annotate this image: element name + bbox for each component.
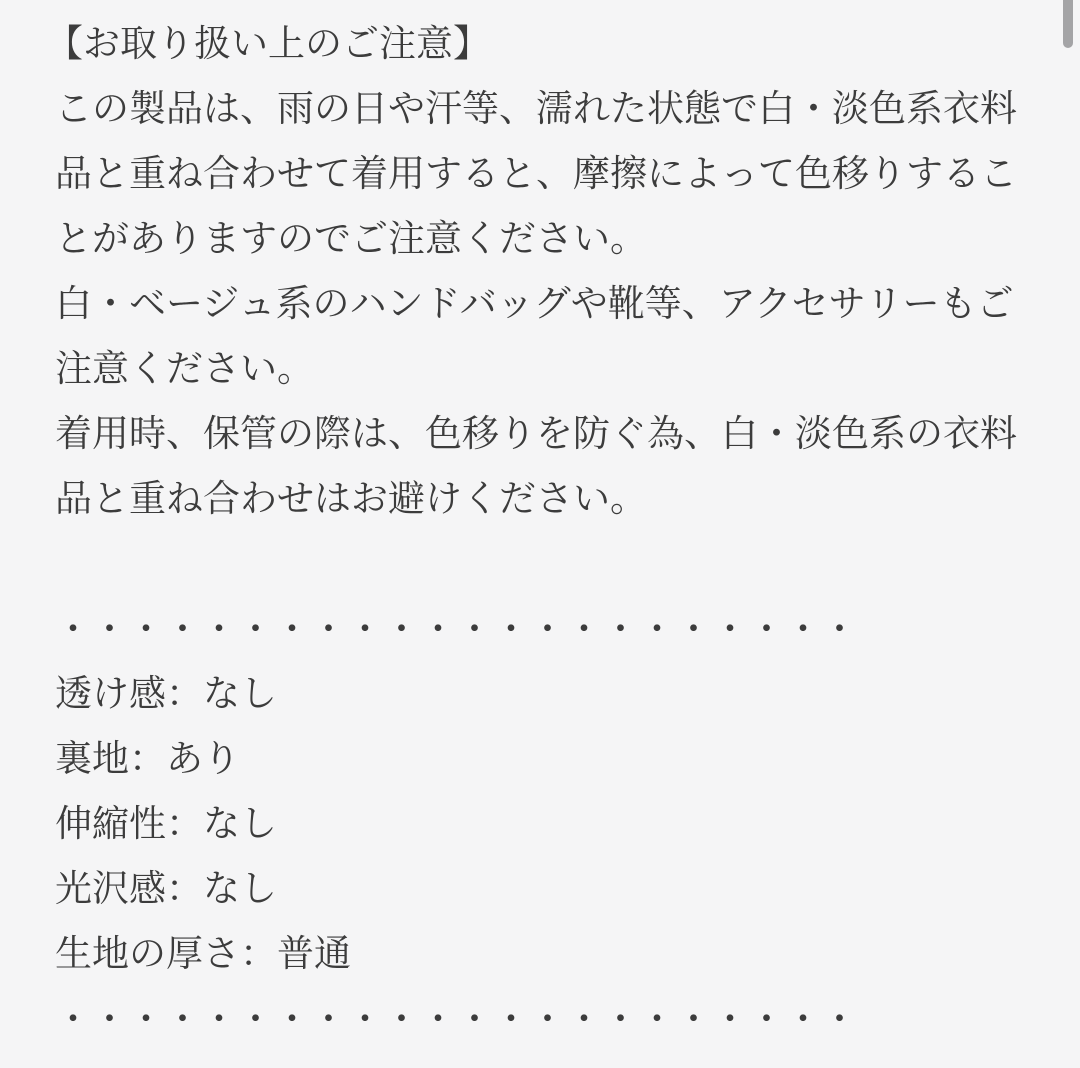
dots-separator-bottom: ・・・・・・・・・・・・・・・・・・・・・・ [55, 998, 859, 1039]
spec-row-stretch [55, 791, 1020, 856]
spec-label: 伸縮性 [55, 803, 166, 844]
spec-row-gloss [55, 856, 1020, 921]
spec-separator: ： [129, 738, 166, 779]
care-notice-line: 品と重ね合わせはお避けください。 [55, 478, 647, 519]
spec-label: 生地の厚さ [55, 933, 240, 974]
care-notice-heading: 【お取り扱い上のご注意】 [46, 23, 490, 64]
spec-label: 透け感 [55, 673, 166, 714]
spec-separator: ： [240, 933, 277, 974]
dots-separator-top: ・・・・・・・・・・・・・・・・・・・・・・ [55, 608, 859, 649]
spec-value: なし [203, 868, 277, 909]
spec-row-fabric-thickness [55, 921, 1020, 986]
scrollbar-thumb[interactable] [1063, 0, 1073, 48]
care-notice-line: 着用時、保管の際は、色移りを防ぐ為、白・淡色系の衣料 [55, 413, 1017, 454]
spec-value: なし [203, 803, 277, 844]
care-notice-line: 品と重ね合わせて着用すると、摩擦によって色移りするこ [55, 153, 1017, 194]
care-notice-line: 注意ください。 [55, 348, 314, 389]
care-notice-text-block [46, 11, 1020, 1051]
spec-separator: ： [166, 868, 203, 909]
care-notice-line: 白・ベージュ系のハンドバッグや靴等、アクセサリーもご [55, 283, 1014, 324]
spec-value: あり [166, 738, 240, 779]
spec-label: 光沢感 [55, 868, 166, 909]
spec-separator: ： [166, 673, 203, 714]
care-notice-line: とがありますのでご注意ください。 [55, 218, 647, 259]
blank-line [55, 531, 1020, 596]
spec-row-sheerness [55, 661, 1020, 726]
spec-value: なし [203, 673, 277, 714]
spec-row-lining [55, 726, 1020, 791]
spec-label: 裏地 [55, 738, 129, 779]
spec-value: 普通 [277, 933, 351, 974]
spec-separator: ： [166, 803, 203, 844]
care-notice-line: この製品は、雨の日や汗等、濡れた状態で白・淡色系衣料 [55, 88, 1017, 129]
